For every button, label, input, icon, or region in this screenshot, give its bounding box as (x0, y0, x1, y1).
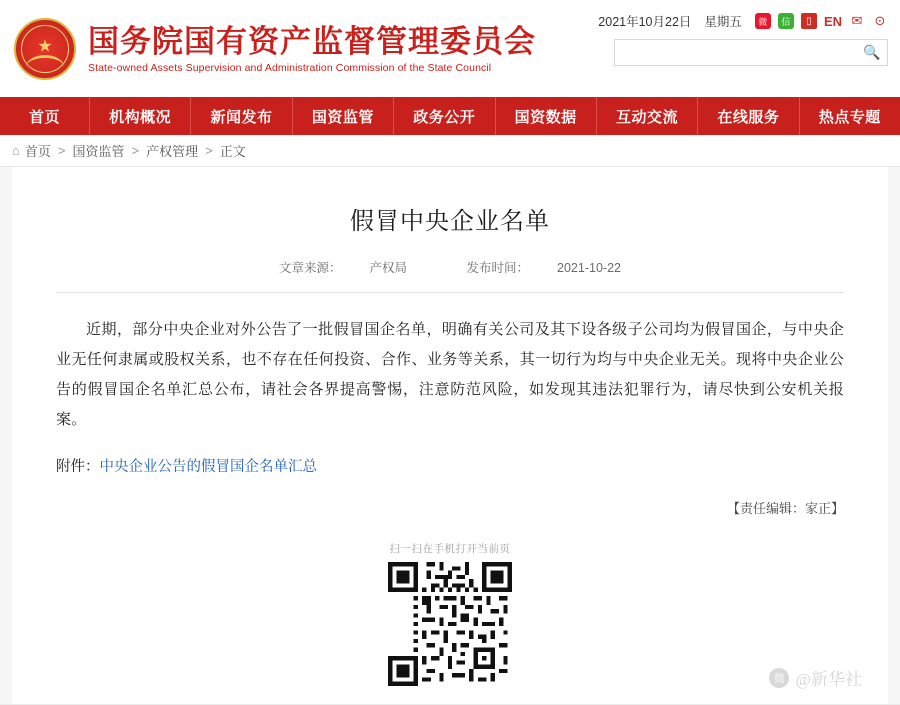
national-emblem-icon: ★ (14, 18, 76, 80)
nav-item-home[interactable]: 首页 (0, 97, 90, 135)
breadcrumb-item-home[interactable]: 首页 (24, 144, 51, 159)
nav-item-data[interactable]: 国资数据 (496, 97, 597, 135)
nav-item-interaction[interactable]: 互动交流 (597, 97, 698, 135)
qr-code-icon (388, 562, 512, 686)
weibo-icon[interactable]: 微 (755, 13, 771, 29)
search-box[interactable] (614, 39, 888, 66)
article-container (12, 167, 888, 704)
breadcrumb-separator: > (57, 143, 66, 158)
header-utility-area (588, 10, 888, 66)
nav-item-topics[interactable]: 热点专题 (818, 108, 881, 126)
article-source: 文章来源： 产权局 (279, 261, 408, 275)
attachment-label: 附件： (56, 459, 100, 475)
site-title-cn: 国务院国有资产监督管理委员会 (88, 23, 536, 59)
attachment-row (56, 455, 844, 476)
watermark (769, 665, 862, 690)
article-publish-date: 发布时间： 2021-10-22 (466, 261, 621, 275)
english-link[interactable]: EN (823, 13, 842, 29)
current-weekday: 星期五 (704, 15, 742, 29)
breadcrumb-item-current: 正文 (219, 144, 246, 159)
wechat-icon[interactable]: 信 (778, 13, 794, 29)
search-icon[interactable]: 🔍 (857, 40, 887, 65)
breadcrumb (0, 135, 900, 167)
qr-area (56, 541, 844, 686)
article-meta (56, 258, 844, 293)
breadcrumb-item-supervision[interactable]: 国资监管 (72, 144, 125, 159)
nav-item-organization[interactable]: 机构概况 (90, 97, 191, 135)
nav-item-news[interactable]: 新闻发布 (191, 97, 292, 135)
nav-item-supervision[interactable]: 国资监管 (293, 97, 394, 135)
page-title: 假冒中央企业名单 (350, 209, 550, 235)
qr-hint: 扫一扫在手机打开当前页 (389, 543, 511, 555)
site-header (0, 0, 900, 97)
header-meta-row (588, 10, 888, 32)
site-title-block (88, 24, 536, 75)
breadcrumb-separator: > (131, 143, 140, 158)
attachment-link[interactable]: 中央企业公告的假冒国企名单汇总 (99, 459, 317, 475)
article-body: 近期，部分中央企业对外公告了一批假冒国企名单，明确有关公司及其下设各级子公司均为假冒国企，与中央企业无任何隶属或股权关系，也不存在任何投资、合作、业务等关系，其一切行为均与中央企业无关。现将中央企业公告的假冒国企名单汇总公布，请社会各界提高警惕，注意防范风险，如发现其违法犯罪行为，请尽快到公安机关报案。 (56, 321, 844, 428)
site-title-en: State-owned Assets Supervision and Administration Commission of the State Council (88, 62, 492, 75)
content-wrapper (0, 167, 900, 704)
current-date: 2021年10月22日 (598, 15, 692, 29)
watermark-text: @新华社 (795, 670, 862, 689)
mobile-icon[interactable]: ▯ (801, 13, 817, 29)
home-icon: ⌂ (12, 143, 20, 158)
breadcrumb-item-property-rights[interactable]: 产权管理 (146, 144, 199, 159)
nav-item-government-affairs[interactable]: 政务公开 (394, 97, 495, 135)
article-editor: 【责任编辑：家正】 (726, 501, 844, 516)
mail-icon[interactable]: ✉ (851, 13, 863, 28)
breadcrumb-separator: > (205, 143, 213, 158)
nav-item-online-service[interactable]: 在线服务 (698, 97, 799, 135)
main-nav (0, 97, 900, 135)
site-brand[interactable] (0, 0, 536, 80)
search-input[interactable] (615, 40, 857, 65)
weibo-watermark-icon: 微 (769, 668, 789, 688)
camera-icon[interactable]: ⊙ (874, 13, 886, 28)
